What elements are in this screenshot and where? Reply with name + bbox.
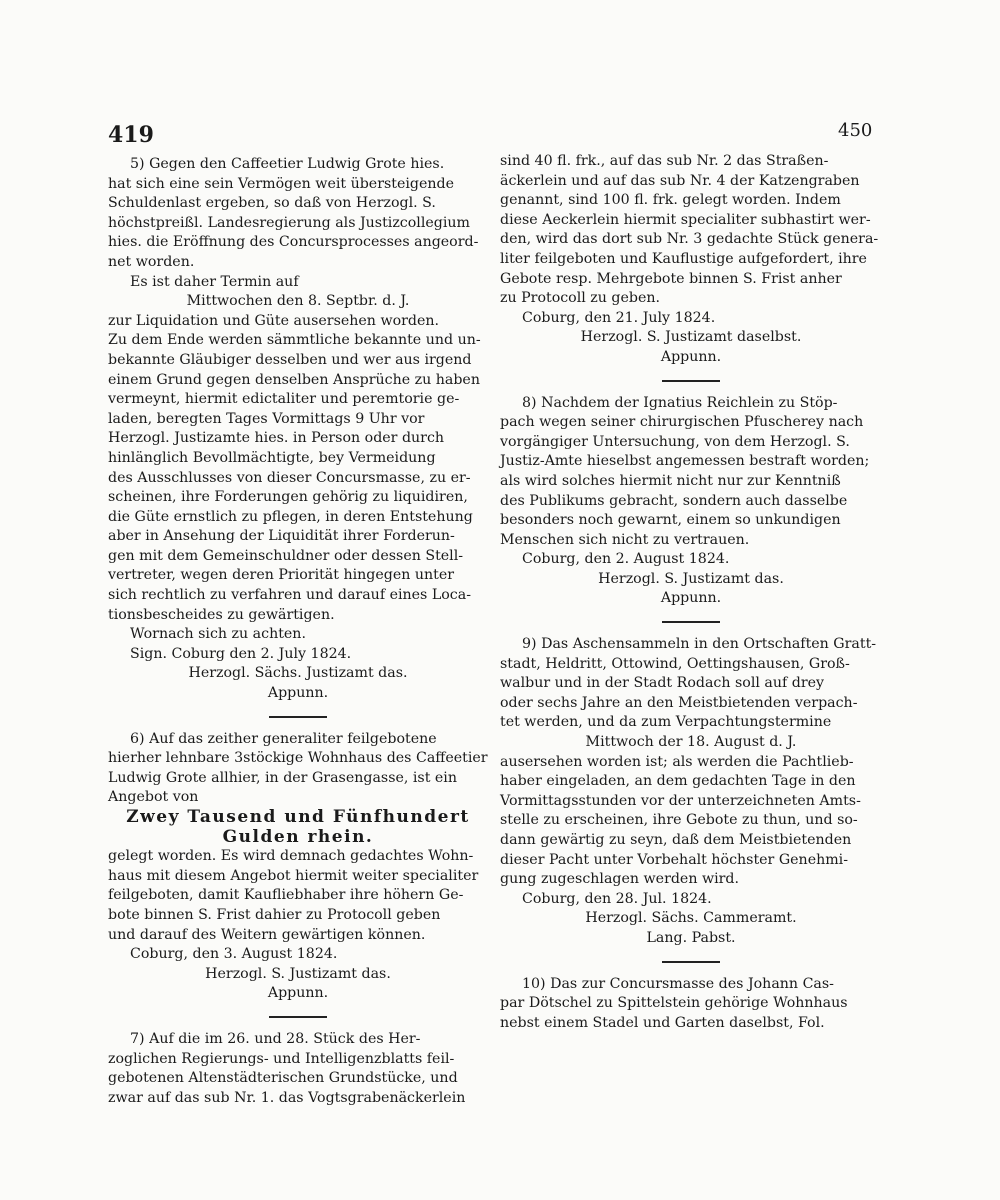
text-line: 9) Das Aschensammeln in den Ortschaften Gratt- <box>522 636 877 653</box>
text-line: Appunn. <box>660 590 722 607</box>
text-line: vorgängiger Untersuchung, von dem Herzogl. S. <box>500 433 850 450</box>
text-line: Sign. Coburg den 2. July 1824. <box>130 645 352 662</box>
text-line: scheinen, ihre Forderungen gehörig zu liquidiren, <box>108 489 468 506</box>
text-line: dann gewärtig zu seyn, daß dem Meistbietenden <box>500 832 852 848</box>
text-line: aber in Ansehung der Liquidität ihrer Forderun- <box>108 528 455 545</box>
text-line: Coburg, den 3. August 1824. <box>130 946 338 963</box>
text-line: Coburg, den 28. Jul. 1824. <box>522 890 712 907</box>
notice-a6 <box>108 730 488 1004</box>
text-line: Gebote resp. Mehrgebote binnen S. Frist anher <box>500 270 842 287</box>
text-line: sind 40 fl. frk., auf das sub Nr. 2 das Straßen- <box>500 153 829 169</box>
text-line: 6) Auf das zeither generaliter feilgebotene <box>130 730 437 747</box>
text-line: tet werden, und da zum Verpachtungstermine <box>500 714 832 731</box>
text-line: Mittwoch der 18. August d. J. <box>585 734 797 751</box>
section-divider <box>500 368 882 394</box>
text-line: und darauf des Weitern gewärtigen können. <box>108 926 426 943</box>
text-line: laden, beregten Tages Vormittags 9 Uhr vor <box>108 410 425 427</box>
notice-a8 <box>500 394 882 610</box>
text-line: des Ausschlusses von dieser Concursmasse, zu er- <box>108 469 471 486</box>
text-line: 5) Gegen den Caffeetier Ludwig Grote hies. <box>130 156 445 172</box>
text-line: höchstpreißl. Landesregierung als Justizcollegium <box>108 214 470 231</box>
text-line: Herzogl. Sächs. Justizamt das. <box>188 665 408 682</box>
text-line: Justiz-Amte hieselbst angemessen bestraft worden; <box>500 453 870 470</box>
text-line: zoglichen Regierungs- und Intelligenzblatts feil- <box>108 1050 455 1067</box>
text-line: 10) Das zur Concursmasse des Johann Cas- <box>522 975 834 992</box>
text-line: bekannte Gläubiger desselben und wer aus irgend <box>108 351 472 368</box>
text-line: Herzogl. Justizamte hies. in Person oder durch <box>108 430 445 447</box>
text-line: einem Grund gegen denselben Ansprüche zu haben <box>108 371 480 388</box>
text-line: par Dötschel zu Spittelstein gehörige Wohnhaus <box>500 995 848 1012</box>
text-line: Zu dem Ende werden sämmtliche bekannte und un- <box>108 332 481 349</box>
text-line: Herzogl. S. Justizamt das. <box>205 965 391 982</box>
text-line: Coburg, den 2. August 1824. <box>522 551 730 568</box>
text-line: Zwey Tausend und Fünfhundert <box>126 807 470 827</box>
text-line: die Güte ernstlich zu pflegen, in deren Entstehung <box>108 508 473 525</box>
text-line: feilgeboten, damit Kaufliebhaber ihre höhern Ge- <box>108 887 464 904</box>
text-line: gelegt worden. Es wird demnach gedachtes Wohn- <box>108 848 474 865</box>
text-line: stelle zu erscheinen, ihre Gebote zu thun, und so- <box>500 812 858 829</box>
text-line: zwar auf das sub Nr. 1. das Vogtsgrabenäckerlein <box>108 1089 466 1106</box>
notice-a10 <box>500 975 882 1034</box>
text-line: zur Liquidation und Güte ausersehen worden. <box>108 312 440 329</box>
text-line: gebotenen Altenstädterischen Grundstücke, und <box>108 1070 458 1087</box>
left-column <box>108 155 488 1108</box>
page-number-right: 450 <box>838 120 873 141</box>
text-line: sich rechtlich zu verfahren und darauf eines Loca- <box>108 587 471 604</box>
text-line: Coburg, den 21. July 1824. <box>522 309 716 326</box>
text-line: liter feilgeboten und Kauflustige aufgefordert, ihre <box>500 250 867 267</box>
text-line: Angebot von <box>108 789 199 806</box>
text-line: walbur und in der Stadt Rodach soll auf drey <box>500 675 825 692</box>
text-line: äckerlein und auf das sub Nr. 4 der Katzengraben <box>500 172 860 189</box>
text-line: zu Protocoll zu geben. <box>500 290 661 307</box>
text-line: Schuldenlast ergeben, so daß von Herzogl. S. <box>108 195 436 212</box>
text-line: hies. die Eröffnung des Concursprocesses angeord- <box>108 234 479 251</box>
text-line: Appunn. <box>660 348 722 365</box>
text-line: Herzogl. Sächs. Cammeramt. <box>585 910 797 927</box>
notice-a9 <box>500 635 882 949</box>
text-line: oder sechs Jahre an den Meistbietenden verpach- <box>500 694 858 711</box>
notice-a7 <box>108 1030 488 1108</box>
text-line: genannt, sind 100 fl. frk. gelegt worden. Indem <box>500 192 841 209</box>
text-line: Herzogl. S. Justizamt das. <box>598 570 784 587</box>
text-line: Ludwig Grote allhier, in der Grasengasse, ist ein <box>108 769 457 786</box>
text-line: als wird solches hiermit nicht nur zur Kenntniß <box>500 472 841 489</box>
text-line: tionsbescheides zu gewärtigen. <box>108 606 335 623</box>
section-divider <box>500 949 882 975</box>
text-line: diese Aeckerlein hiermit specialiter subhastirt wer- <box>500 211 871 228</box>
text-line: Mittwochen den 8. Septbr. d. J. <box>186 293 410 310</box>
text-line: Herzogl. S. Justizamt daselbst. <box>580 329 802 346</box>
text-line: gen mit dem Gemeinschuldner oder dessen Stell- <box>108 547 464 564</box>
text-line: hierher lehnbare 3stöckige Wohnhaus des Caffeetier <box>108 750 488 767</box>
text-line: vermeynt, hiermit edictaliter und peremtorie ge- <box>108 391 460 408</box>
text-line: 8) Nachdem der Ignatius Reichlein zu Stöp- <box>522 394 838 411</box>
section-divider <box>500 609 882 635</box>
text-line: besonders noch gewarnt, einem so unkundigen <box>500 512 841 529</box>
section-divider <box>108 1004 488 1030</box>
right-column <box>500 152 882 1033</box>
text-line: 7) Auf die im 26. und 28. Stück des Her- <box>130 1030 421 1047</box>
notice-a7c <box>500 152 882 368</box>
text-line: Lang. Pabst. <box>646 929 736 946</box>
notice-a5 <box>108 155 488 704</box>
text-line: hinlänglich Bevollmächtigte, bey Vermeidung <box>108 449 436 466</box>
text-line: Es ist daher Termin auf <box>130 273 299 290</box>
text-line: Vormittagsstunden vor der unterzeichneten Amts- <box>500 792 861 809</box>
text-line: dieser Pacht unter Vorbehalt höchster Genehmi- <box>500 851 849 868</box>
text-line: bote binnen S. Frist dahier zu Protocoll geben <box>108 906 441 923</box>
text-line: net worden. <box>108 253 195 270</box>
text-line: Appunn. <box>267 985 329 1002</box>
text-line: den, wird das dort sub Nr. 3 gedachte Stück genera- <box>500 231 879 248</box>
text-line: Gulden rhein. <box>222 826 374 847</box>
text-line: haus mit diesem Angebot hiermit weiter specialiter <box>108 867 479 884</box>
text-line: gung zugeschlagen werden wird. <box>500 871 740 888</box>
text-line: Menschen sich nicht zu vertrauen. <box>500 531 750 548</box>
text-line: Wornach sich zu achten. <box>130 626 306 643</box>
text-line: vertreter, wegen deren Priorität hingegen unter <box>108 567 455 584</box>
text-line: Appunn. <box>267 685 329 702</box>
page-number-left: 419 <box>108 122 154 148</box>
text-line: haber eingeladen, an dem gedachten Tage in den <box>500 773 856 790</box>
text-line: nebst einem Stadel und Garten daselbst, Fol. <box>500 1014 825 1031</box>
text-line: pach wegen seiner chirurgischen Pfuscherey nach <box>500 414 864 431</box>
text-line: ausersehen worden ist; als werden die Pachtlieb- <box>500 753 854 770</box>
text-line: hat sich eine sein Vermögen weit übersteigende <box>108 175 454 192</box>
text-line: des Publikums gebracht, sondern auch dasselbe <box>500 492 848 509</box>
text-line: stadt, Heldritt, Ottowind, Oettingshausen, Groß- <box>500 655 850 672</box>
section-divider <box>108 704 488 730</box>
